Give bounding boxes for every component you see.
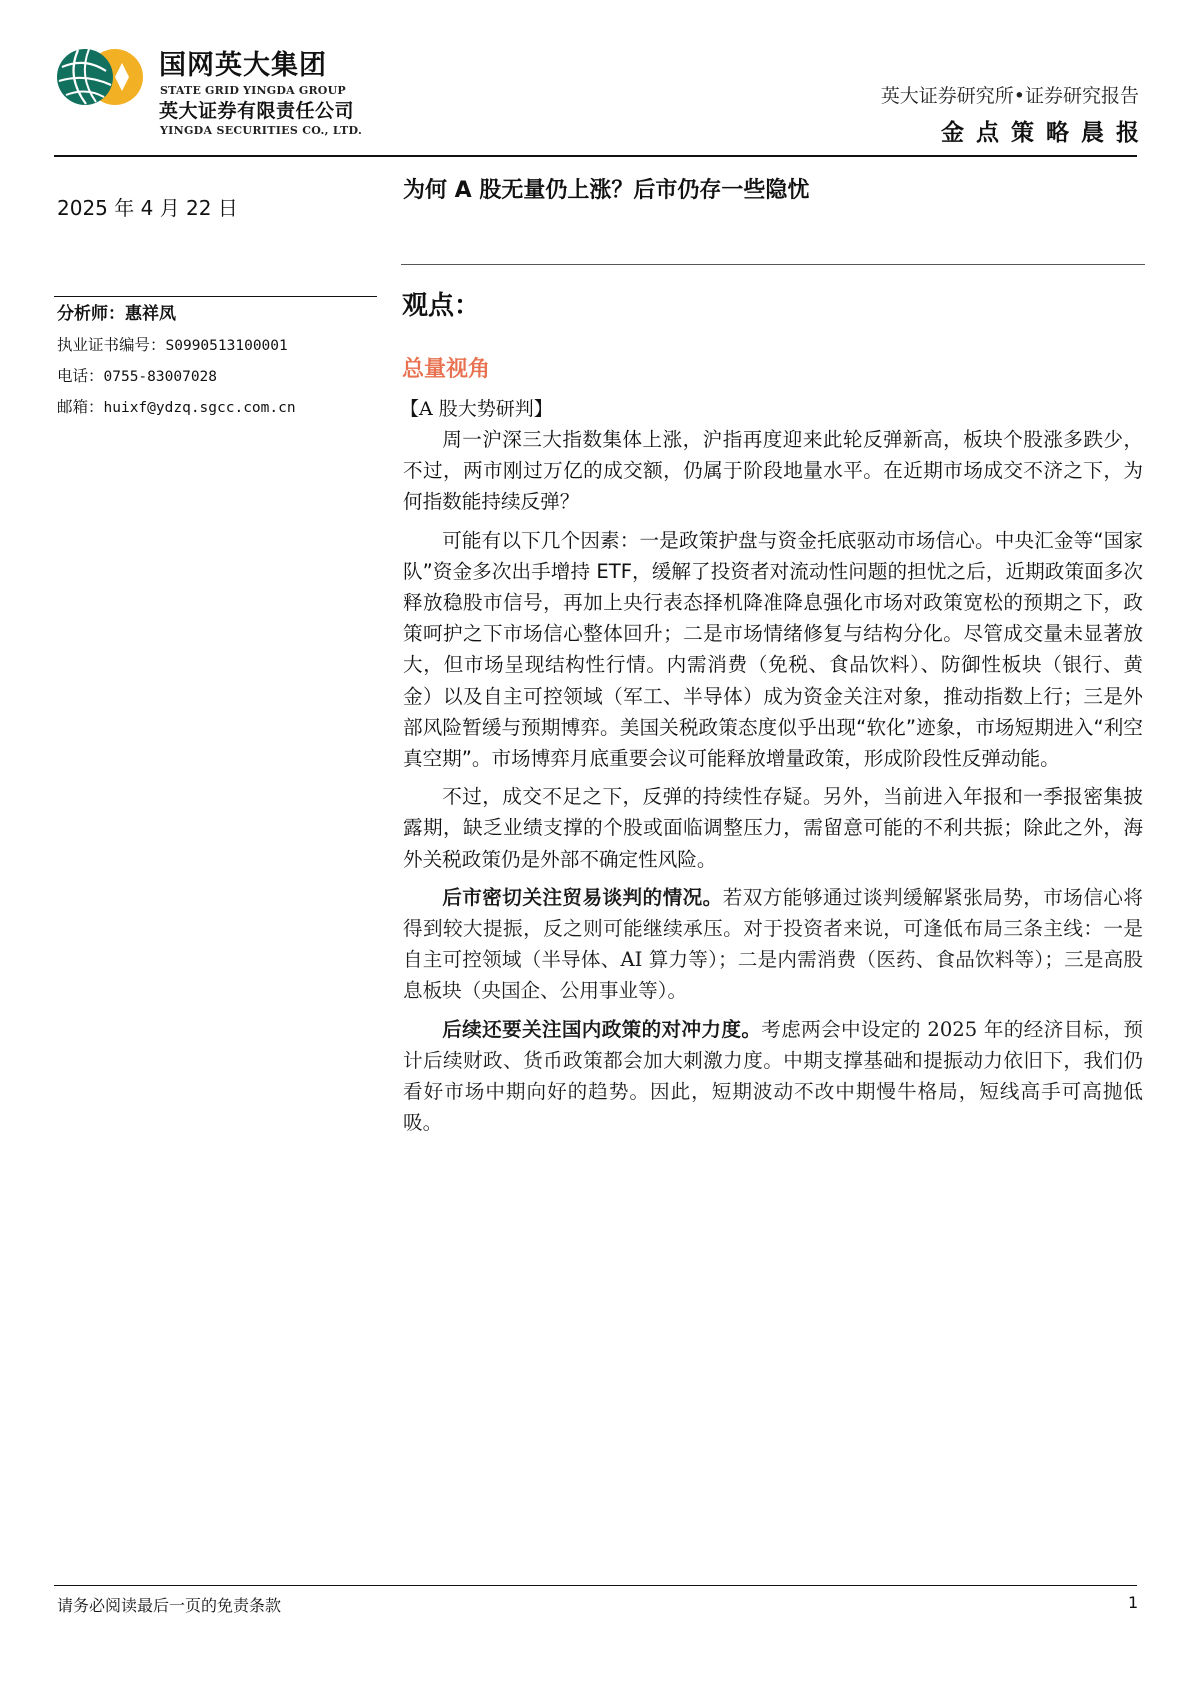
phone-label: 电话：	[57, 367, 104, 385]
paragraph	[403, 781, 1143, 875]
report-body	[403, 424, 1143, 1145]
company-name-cn: 英大证券有限责任公司	[159, 100, 355, 122]
certificate-value: S0990513100001	[165, 338, 288, 354]
company-name-en: YINGDA SECURITIES CO., LTD.	[160, 124, 363, 137]
paragraph-lead: 后续还要关注国内政策的对冲力度。	[442, 1017, 762, 1041]
paragraph	[403, 424, 1143, 518]
paragraph	[403, 525, 1143, 775]
title-divider	[401, 264, 1145, 265]
paragraph	[403, 882, 1143, 1007]
page-number: 1	[1128, 1593, 1139, 1612]
paragraph-text: 考虑两会中设定的 2025 年的经济目标，预计后续财政、货币政策都会加大刺激力度。中期支撑基础和提振动力依旧下，我们仍看好市场中期向好的趋势。因此，短期波动不改中期慢牛格局，短线高手可高抛低吸。	[403, 1017, 1144, 1135]
paragraph	[403, 1014, 1143, 1139]
paragraph-lead: 后市密切关注贸易谈判的情况。	[442, 885, 723, 909]
report-date: 2025 年 4 月 22 日	[57, 196, 238, 220]
header-divider	[54, 155, 1137, 157]
section-heading: 总量视角	[402, 357, 491, 382]
phone-value: 0755-83007028	[103, 369, 218, 385]
footer-divider	[54, 1585, 1137, 1586]
subsection-tag: 【A 股大势研判】	[400, 398, 553, 420]
paragraph-text: 周一沪深三大指数集体上涨，沪指再度迎来此轮反弹新高，板块个股涨多跌少，不过，两市刚过万亿的成交额，仍属于阶段地量水平。在近期市场成交不济之下，为何指数能持续反弹？	[403, 428, 1143, 514]
report-title: 为何 A 股无量仍上涨？后市仍存一些隐忧	[403, 178, 810, 203]
email-label: 邮箱：	[57, 398, 104, 416]
analyst-phone	[57, 365, 217, 388]
paragraph-text: 若双方能够通过谈判缓解紧张局势，市场信心将得到较大提振，反之则可能继续承压。对于投资者来说，可逢低布局三条主线：一是自主可控领域（半导体、AI 算力等）；二是内需消费（医药、食品饮料等）；三是高股息板块（央国企、公用事业等）。	[403, 885, 1144, 1003]
sidebar-divider	[54, 296, 377, 297]
institute-label: 英大证券研究所•证券研究报告	[880, 85, 1139, 107]
report-series-title: 金点策略晨报	[941, 120, 1151, 146]
view-heading: 观点：	[402, 291, 481, 321]
analyst-name: 分析师：惠祥凤	[57, 304, 176, 324]
group-name-en: STATE GRID YINGDA GROUP	[160, 84, 346, 97]
paragraph-text: 不过，成交不足之下，反弹的持续性存疑。另外，当前进入年报和一季报密集披露期，缺乏业绩支撑的个股或面临调整压力，需留意可能的不利共振；除此之外，海外关税政策仍是外部不确定性风险。	[403, 785, 1143, 871]
paragraph-text: 可能有以下几个因素：一是政策护盘与资金托底驱动市场信心。中央汇金等“国家队”资金多次出手增持 ETF，缓解了投资者对流动性问题的担忧之后，近期政策面多次释放稳股市信号，再加上央行表态择机降准降息强化市场对政策宽松的预期之下，政策呵护之下市场信心整体回升；二是市场情绪修复与结构分化。尽管成交量未显著放大，但市场呈现结构性行情。内需消费（免税、食品饮料）、防御性板块（银行、黄金）以及自主可控领域（军工、半导体）成为资金关注对象，推动指数上行；三是外部风险暂缓与预期博弈。美国关税政策态度似乎出现“软化”迹象，市场短期进入“利空真空期”。市场博弈月底重要会议可能释放增量政策，形成阶段性反弹动能。	[403, 528, 1143, 771]
certificate-label: 执业证书编号：	[57, 336, 166, 354]
certificate-number	[57, 334, 288, 357]
group-name-cn: 国网英大集团	[159, 50, 327, 81]
disclaimer-note: 请务必阅读最后一页的免责条款	[57, 1596, 282, 1615]
state-grid-yingda-logo-icon	[56, 47, 146, 107]
company-logo	[56, 47, 146, 107]
analyst-email	[57, 396, 296, 419]
email-value[interactable]: huixf@ydzq.sgcc.com.cn	[103, 400, 296, 416]
